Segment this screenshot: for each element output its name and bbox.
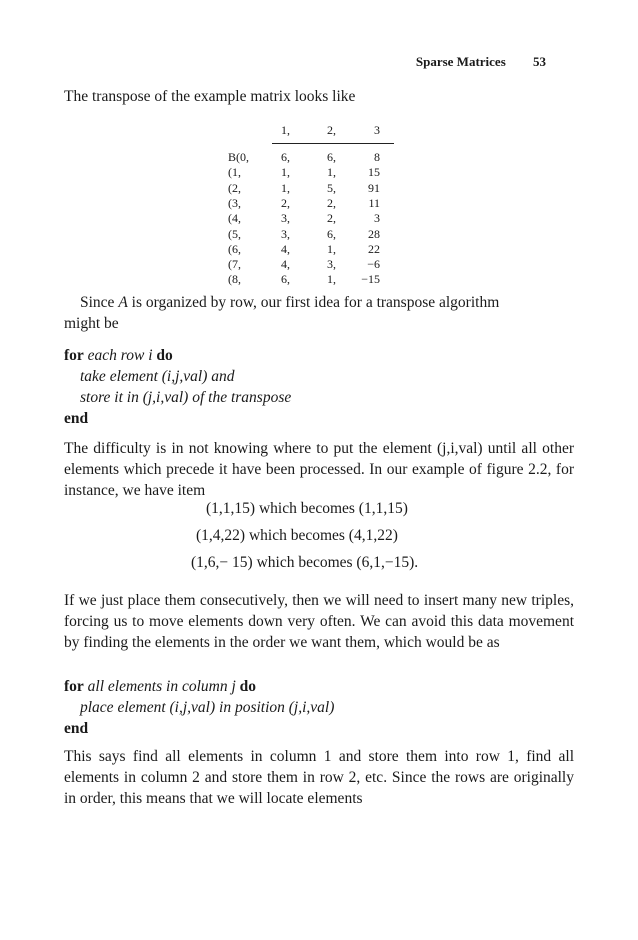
matrix-cell: 3, (281, 226, 290, 241)
algorithm-2-line-2 (80, 697, 334, 718)
matrix-row-label: (6, (228, 241, 241, 256)
paragraph-difficulty: The difficulty is in not knowing where to put the element (j,i,val) until all other elements which precede it have been processed. In our example of figure 2.2, for instance, we have item (64, 440, 574, 499)
matrix-row-label: (3, (228, 195, 241, 210)
matrix-row-label: (8, (228, 272, 241, 287)
paragraph-column-search: This says find all elements in column 1 and store them into row 1, find all elements in column 2 and store them in row 2, etc. Since the rows are originally in order, this means that we will locate elements (64, 748, 574, 807)
matrix-cell: 2, (281, 195, 290, 210)
matrix-cell: 2, (327, 211, 336, 226)
example-line: (1,6,− 15) which becomes (6,1,−15). (191, 554, 419, 571)
algorithm-1-line-1 (64, 345, 173, 366)
matrix-cell: 91 (368, 180, 380, 195)
matrix-cell: 1, (281, 165, 290, 180)
loop-range: all elements in column j (87, 678, 236, 695)
matrix-col-header: 1, (281, 123, 290, 137)
algorithm-1-line-2 (80, 366, 235, 387)
matrix-row-label: (1, (228, 165, 241, 180)
matrix-cell: 5, (327, 180, 336, 195)
matrix-cell: 6, (281, 272, 290, 287)
matrix-cell: 3 (374, 211, 380, 226)
matrix-row-label: (2, (228, 180, 241, 195)
paragraph-transpose-idea (64, 292, 574, 334)
page-number: 53 (533, 54, 546, 69)
matrix-cell: 1, (327, 241, 336, 256)
paragraph-consecutive: If we just place them consecutively, then we will need to insert many new triples, forcing us to move elements down very often. We can avoid this data movement by finding the elements in the order we want them, which would be as (64, 592, 574, 651)
keyword-do: do (156, 347, 173, 364)
algorithm-1-line-3 (80, 387, 291, 408)
loop-range: each row i (87, 347, 153, 364)
matrix-cell: 2, (327, 195, 336, 210)
running-head (416, 54, 546, 70)
matrix-cell: 6, (327, 226, 336, 241)
matrix-col-header: 3 (374, 123, 380, 137)
matrix-row-label: (5, (228, 226, 241, 241)
algorithm-step: store it in (j,i,val) of the transpose (80, 389, 292, 406)
matrix-col-header: 2, (327, 123, 336, 137)
matrix-cell: 11 (368, 195, 380, 210)
matrix-cell: 8 (374, 150, 380, 164)
matrix-cell: −15 (361, 272, 380, 287)
matrix-cell: 4, (281, 257, 290, 272)
algorithm-step: take element (i,j,val) and (80, 368, 235, 385)
example-line: (1,1,15) which becomes (1,1,15) (206, 500, 408, 517)
matrix-cell: 22 (368, 241, 380, 256)
keyword-for: for (64, 347, 84, 364)
paragraph-line: might be (64, 315, 119, 332)
matrix-header-rule (272, 143, 394, 144)
matrix-cell: 3, (327, 257, 336, 272)
algorithm-2-line-1 (64, 676, 256, 697)
matrix-cell: 15 (368, 165, 380, 180)
matrix-cell: 4, (281, 241, 290, 256)
matrix-cell: 1, (327, 165, 336, 180)
matrix-row-label: (4, (228, 211, 241, 226)
matrix-cell: 28 (368, 226, 380, 241)
section-title: Sparse Matrices (415, 54, 506, 69)
matrix-row-label: (7, (228, 257, 241, 272)
keyword-do: do (239, 678, 257, 695)
matrix-cell: −6 (367, 257, 380, 272)
matrix-cell: 1, (327, 272, 336, 287)
matrix-cell: 3, (281, 211, 290, 226)
example-line: (1,4,22) which becomes (4,1,22) (196, 527, 398, 544)
matrix-cell: 6, (281, 150, 290, 164)
matrix-row-label: B(0, (228, 150, 249, 164)
matrix-cell: 1, (281, 180, 290, 195)
keyword-for: for (64, 678, 84, 695)
matrix-cell: 6, (327, 150, 336, 164)
algorithm-1-end: end (64, 410, 89, 427)
algorithm-2-end: end (64, 720, 89, 737)
paragraph-line: Since A is organized by row, our first idea for a transpose algorithm (80, 294, 500, 311)
algorithm-step: place element (i,j,val) in position (j,i,val) (80, 699, 335, 716)
intro-sentence: The transpose of the example matrix looks like (64, 88, 356, 105)
